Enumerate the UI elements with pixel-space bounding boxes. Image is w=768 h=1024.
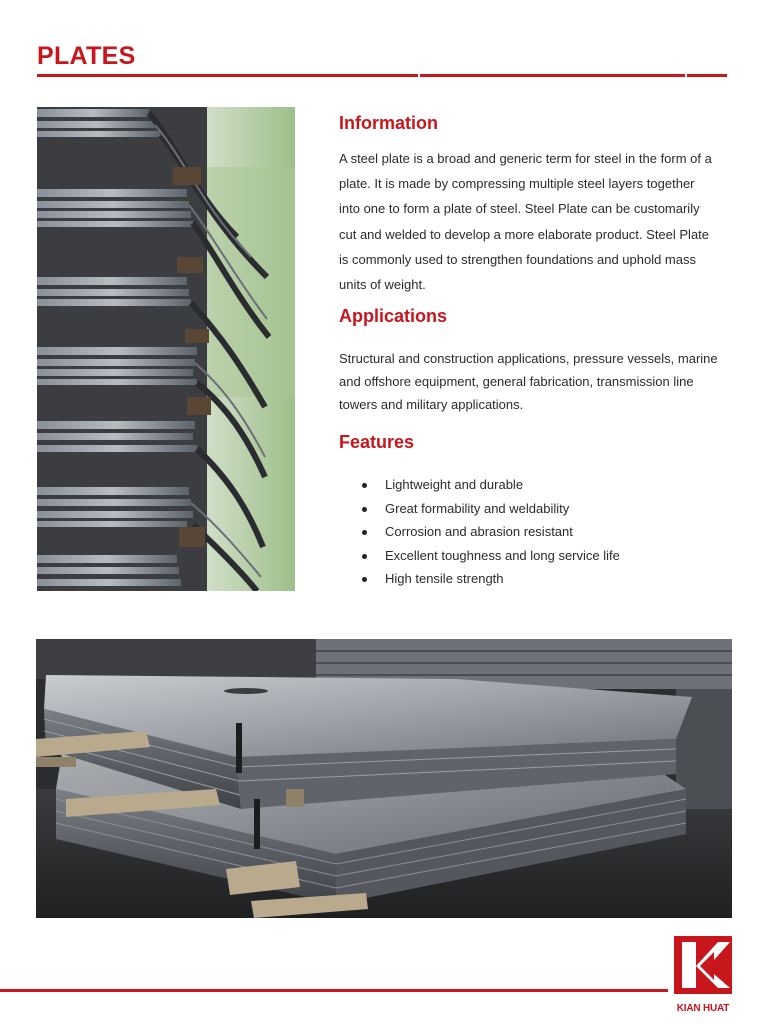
title-divider [37,74,727,77]
list-bullet-icon [362,483,367,488]
feature-item [359,544,620,568]
feature-item [359,520,620,544]
information-heading: Information [339,113,438,133]
list-bullet-icon [362,554,367,559]
feature-item-label: Excellent toughness and long service life [385,547,620,563]
title-divider-break-2 [685,74,687,77]
feature-item-label: High tensile strength [385,571,504,586]
applications-text: Structural and construction applications, pressure vessels, marine and offshore equipment, general fabrication, transmission line towers and military applications. [339,351,718,413]
title-divider-break [418,74,420,77]
feature-item-label: Lightweight and durable [385,477,524,492]
features-list [359,473,620,591]
brand-name: KIAN HUAT [676,1003,730,1014]
information-text: A steel plate is a broad and generic term for steel in the form of a plate. It is made by compressing multiple steel layers together into one to form a plate of steel. Steel Plate can be customarily cut and welded to develop a more elaborate product. Steel Plate is commonly used to strengthen foundations and uphold mass units of weight. [339,151,712,293]
feature-item [359,473,620,497]
applications-heading: Applications [339,306,448,326]
list-bullet-icon [362,577,367,582]
feature-item-label: Corrosion and abrasion resistant [385,524,573,539]
feature-item [359,567,620,591]
stacked-steel-plates-photo [37,107,295,591]
feature-item [359,497,620,521]
steel-plate-stack-warehouse-photo [36,639,732,918]
feature-item-label: Great formability and weldability [385,500,570,516]
page-title: PLATES [37,42,136,70]
list-bullet-icon [362,530,367,535]
list-bullet-icon [362,507,367,512]
features-heading: Features [339,432,415,452]
footer-divider [0,989,668,992]
